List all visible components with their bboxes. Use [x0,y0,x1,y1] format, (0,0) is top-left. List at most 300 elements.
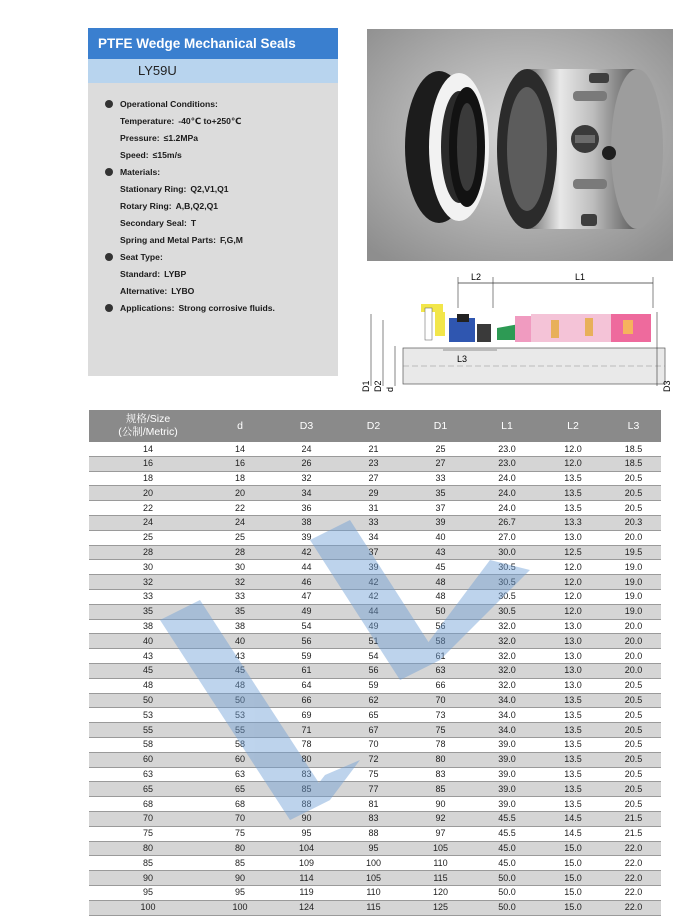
spec-value: -40℃ to+250℃ [178,116,242,126]
table-cell: 19.0 [606,589,661,604]
table-cell: 61 [407,649,474,664]
spec-line [88,283,338,300]
spec-label: Pressure: [120,133,160,143]
table-cell: 53 [89,708,207,723]
table-cell: 70 [407,693,474,708]
table-cell: 23.0 [474,456,540,471]
table-cell: 88 [273,797,340,812]
info-panel [88,28,338,376]
table-cell: 39 [407,515,474,530]
table-cell: 50.0 [474,885,540,900]
table-cell: 69 [273,708,340,723]
d2-label: D2 [373,380,383,392]
spec-value: Q2,V1,Q1 [190,184,229,194]
table-cell: 40 [407,530,474,545]
table-row [89,634,661,649]
table-cell: 85 [273,782,340,797]
spec-value: A,B,Q2,Q1 [175,201,219,211]
table-row [89,782,661,797]
l3-label: L3 [457,354,468,364]
table-cell: 49 [273,604,340,619]
table-cell: 34.0 [474,723,540,738]
table-row [89,723,661,738]
table-cell: 22.0 [606,841,661,856]
table-cell: 90 [89,871,207,886]
table-row [89,871,661,886]
table-cell: 13.5 [540,501,606,516]
table-cell: 85 [207,856,273,871]
table-cell: 40 [89,634,207,649]
table-cell: 30.5 [474,604,540,619]
table-cell: 120 [407,885,474,900]
table-row [89,797,661,812]
table-cell: 32 [207,575,273,590]
table-cell: 32 [273,471,340,486]
table-cell: 39.0 [474,752,540,767]
table-cell: 115 [407,871,474,886]
table-cell: 63 [407,663,474,678]
table-cell: 28 [207,545,273,560]
table-cell: 30.0 [474,545,540,560]
table-cell: 34.0 [474,693,540,708]
table-cell: 24.0 [474,501,540,516]
table-cell: 33 [340,515,407,530]
table-cell: 20.5 [606,693,661,708]
bullet-icon [105,304,113,312]
table-cell: 85 [89,856,207,871]
table-cell: 13.0 [540,530,606,545]
header-d2: D2 [340,410,407,442]
spec-value: Strong corrosive fluids. [178,303,275,313]
table-cell: 56 [273,634,340,649]
table-cell: 70 [207,811,273,826]
table-cell: 13.0 [540,649,606,664]
table-cell: 23 [340,456,407,471]
table-cell: 15.0 [540,841,606,856]
mechanical-seal-image [367,29,673,261]
table-cell: 63 [207,767,273,782]
table-cell: 38 [207,619,273,634]
table-cell: 97 [407,826,474,841]
table-cell: 78 [273,737,340,752]
table-cell: 45.5 [474,811,540,826]
header-d: d [207,410,273,442]
bullet-icon [105,100,113,108]
table-cell: 42 [340,575,407,590]
table-cell: 32.0 [474,634,540,649]
spec-label: Materials: [120,167,161,177]
table-row [89,515,661,530]
table-cell: 95 [207,885,273,900]
table-cell: 20 [89,486,207,501]
table-cell: 20.0 [606,619,661,634]
panel-title: PTFE Wedge Mechanical Seals [88,28,338,59]
table-row [89,900,661,915]
table-cell: 30.5 [474,575,540,590]
spec-value: F,G,M [219,235,243,245]
table-cell: 35 [89,604,207,619]
spec-line [88,198,338,215]
table-cell: 71 [273,723,340,738]
table-cell: 50 [207,693,273,708]
table-cell: 68 [89,797,207,812]
table-cell: 100 [340,856,407,871]
table-row [89,737,661,752]
table-cell: 30 [207,560,273,575]
table-cell: 90 [273,811,340,826]
d1-label: D1 [361,380,371,392]
table-cell: 54 [340,649,407,664]
table-cell: 26 [273,456,340,471]
table-cell: 13.5 [540,737,606,752]
table-cell: 12.0 [540,575,606,590]
table-row [89,885,661,900]
table-cell: 95 [89,885,207,900]
table-row [89,752,661,767]
table-cell: 105 [340,871,407,886]
table-cell: 51 [340,634,407,649]
header-size-line2: (公制/Metric) [118,426,178,438]
table-cell: 13.0 [540,634,606,649]
table-cell: 100 [89,900,207,915]
table-cell: 16 [89,456,207,471]
table-row [89,575,661,590]
table-cell: 13.5 [540,693,606,708]
table-cell: 83 [340,811,407,826]
spec-line [88,147,338,164]
table-cell: 15.0 [540,871,606,886]
table-cell: 88 [340,826,407,841]
table-cell: 13.5 [540,752,606,767]
bullet-icon [105,168,113,176]
table-cell: 58 [207,737,273,752]
spec-label: Spring and Metal Parts: [120,235,216,245]
model-number: LY59U [88,59,338,83]
table-cell: 119 [273,885,340,900]
table-cell: 53 [207,708,273,723]
spec-line [88,232,338,249]
table-cell: 59 [340,678,407,693]
spec-line [88,130,338,147]
table-cell: 20.5 [606,767,661,782]
table-cell: 20.5 [606,678,661,693]
table-cell: 20.0 [606,663,661,678]
table-cell: 110 [407,856,474,871]
table-cell: 50.0 [474,900,540,915]
table-cell: 20.0 [606,634,661,649]
spec-label: Alternative: [120,286,168,296]
table-cell: 33 [89,589,207,604]
table-cell: 34.0 [474,708,540,723]
table-cell: 45.0 [474,856,540,871]
table-cell: 12.0 [540,589,606,604]
table-cell: 13.5 [540,723,606,738]
table-cell: 14.5 [540,826,606,841]
table-cell: 95 [340,841,407,856]
table-cell: 25 [207,530,273,545]
table-cell: 47 [273,589,340,604]
spec-list [88,96,338,317]
table-row [89,560,661,575]
table-cell: 55 [89,723,207,738]
table-row [89,545,661,560]
table-cell: 70 [340,737,407,752]
table-cell: 22 [89,501,207,516]
table-cell: 21.5 [606,811,661,826]
table-cell: 25 [89,530,207,545]
table-cell: 20.3 [606,515,661,530]
table-cell: 12.0 [540,560,606,575]
table-cell: 65 [340,708,407,723]
table-cell: 105 [407,841,474,856]
table-cell: 32.0 [474,619,540,634]
table-cell: 80 [207,841,273,856]
table-cell: 20.5 [606,501,661,516]
table-cell: 80 [273,752,340,767]
table-row [89,501,661,516]
table-header-row [89,410,661,442]
product-photo [367,29,673,261]
table-cell: 22.0 [606,885,661,900]
table-row [89,589,661,604]
spec-line [88,113,338,130]
table-cell: 80 [89,841,207,856]
table-cell: 35 [407,486,474,501]
table-cell: 20.0 [606,530,661,545]
table-cell: 13.5 [540,471,606,486]
table-cell: 32.0 [474,649,540,664]
table-cell: 61 [273,663,340,678]
table-cell: 68 [207,797,273,812]
table-cell: 65 [89,782,207,797]
table-row [89,767,661,782]
table-cell: 75 [207,826,273,841]
table-cell: 67 [340,723,407,738]
table-row [89,841,661,856]
table-cell: 50 [89,693,207,708]
spec-line [88,300,338,317]
table-cell: 39 [340,560,407,575]
table-cell: 60 [207,752,273,767]
table-cell: 90 [407,797,474,812]
table-cell: 13.5 [540,708,606,723]
table-cell: 27 [340,471,407,486]
table-cell: 13.0 [540,619,606,634]
table-cell: 27.0 [474,530,540,545]
table-cell: 31 [340,501,407,516]
table-cell: 42 [340,589,407,604]
table-cell: 13.5 [540,782,606,797]
table-cell: 35 [207,604,273,619]
table-cell: 49 [340,619,407,634]
spec-label: Applications: [120,303,175,313]
table-cell: 20.5 [606,752,661,767]
table-cell: 15.0 [540,856,606,871]
table-cell: 22 [207,501,273,516]
table-cell: 50 [407,604,474,619]
table-cell: 45 [207,663,273,678]
table-cell: 39.0 [474,737,540,752]
table-cell: 12.0 [540,456,606,471]
bullet-icon [105,253,113,261]
table-cell: 39 [273,530,340,545]
table-cell: 32 [89,575,207,590]
table-cell: 109 [273,856,340,871]
spec-value: LYBP [164,269,187,279]
table-cell: 100 [207,900,273,915]
table-cell: 15.0 [540,900,606,915]
table-cell: 77 [340,782,407,797]
d3-label: D3 [662,380,672,392]
table-cell: 23.0 [474,442,540,456]
table-cell: 24 [89,515,207,530]
table-cell: 13.5 [540,797,606,812]
table-cell: 36 [273,501,340,516]
table-cell: 81 [340,797,407,812]
spec-label: Seat Type: [120,252,163,262]
spec-value: ≤15m/s [152,150,182,160]
table-cell: 66 [407,678,474,693]
spec-line [88,164,338,181]
table-cell: 27 [407,456,474,471]
table-cell: 20.5 [606,486,661,501]
table-cell: 104 [273,841,340,856]
l2-label: L2 [471,272,482,282]
table-cell: 18.5 [606,442,661,456]
header-l2: L2 [540,410,606,442]
spec-line [88,96,338,113]
table-cell: 110 [340,885,407,900]
table-cell: 37 [340,545,407,560]
table-cell: 124 [273,900,340,915]
table-cell: 43 [407,545,474,560]
table-cell: 95 [273,826,340,841]
table-cell: 39.0 [474,767,540,782]
table-row [89,856,661,871]
table-row [89,708,661,723]
table-cell: 40 [207,634,273,649]
table-cell: 30.5 [474,589,540,604]
table-cell: 33 [207,589,273,604]
table-cell: 45.0 [474,841,540,856]
table-cell: 60 [89,752,207,767]
table-cell: 44 [340,604,407,619]
spec-label: Standard: [120,269,161,279]
table-cell: 66 [273,693,340,708]
table-cell: 19.0 [606,560,661,575]
table-cell: 64 [273,678,340,693]
table-cell: 55 [207,723,273,738]
table-cell: 20.5 [606,471,661,486]
table-cell: 14 [89,442,207,456]
table-cell: 38 [89,619,207,634]
table-cell: 14 [207,442,273,456]
table-cell: 20.5 [606,797,661,812]
header-l3: L3 [606,410,661,442]
cross-section-diagram [355,268,673,400]
table-cell: 18.5 [606,456,661,471]
spec-label: Temperature: [120,116,175,126]
table-row [89,619,661,634]
table-cell: 75 [407,723,474,738]
table-cell: 13.3 [540,515,606,530]
table-cell: 48 [89,678,207,693]
table-cell: 58 [407,634,474,649]
header-size-line1: 规格/Size [125,413,171,425]
table-cell: 24 [207,515,273,530]
table-cell: 20.5 [606,708,661,723]
l1-label: L1 [575,272,586,282]
table-cell: 56 [407,619,474,634]
table-cell: 58 [89,737,207,752]
table-cell: 62 [340,693,407,708]
table-cell: 25 [407,442,474,456]
table-cell: 15.0 [540,885,606,900]
table-cell: 125 [407,900,474,915]
table-cell: 16 [207,456,273,471]
table-cell: 83 [273,767,340,782]
spec-line [88,266,338,283]
table-row [89,693,661,708]
table-cell: 20.5 [606,723,661,738]
spec-label: Speed: [120,150,149,160]
table-cell: 63 [89,767,207,782]
table-cell: 45 [407,560,474,575]
table-cell: 30 [89,560,207,575]
table-cell: 24 [273,442,340,456]
table-cell: 20 [207,486,273,501]
table-cell: 13.5 [540,486,606,501]
table-cell: 24.0 [474,471,540,486]
table-row [89,486,661,501]
table-cell: 26.7 [474,515,540,530]
table-cell: 18 [207,471,273,486]
table-cell: 44 [273,560,340,575]
table-cell: 85 [407,782,474,797]
table-row [89,471,661,486]
table-cell: 48 [407,589,474,604]
table-cell: 92 [407,811,474,826]
table-cell: 80 [407,752,474,767]
table-cell: 45.5 [474,826,540,841]
d-label: d [385,386,395,392]
table-cell: 34 [273,486,340,501]
table-cell: 48 [407,575,474,590]
table-row [89,456,661,471]
table-cell: 13.0 [540,663,606,678]
table-cell: 50.0 [474,871,540,886]
spec-line [88,215,338,232]
header-l1: L1 [474,410,540,442]
table-row [89,811,661,826]
table-cell: 12.5 [540,545,606,560]
table-cell: 65 [207,782,273,797]
table-cell: 13.5 [540,767,606,782]
table-cell: 37 [407,501,474,516]
table-cell: 20.5 [606,782,661,797]
header-d3: D3 [273,410,340,442]
table-cell: 20.0 [606,649,661,664]
table-cell: 90 [207,871,273,886]
table-cell: 39.0 [474,782,540,797]
header-d1: D1 [407,410,474,442]
table-cell: 21 [340,442,407,456]
table-cell: 83 [407,767,474,782]
table-cell: 46 [273,575,340,590]
table-cell: 38 [273,515,340,530]
table-body [89,442,661,915]
table-row [89,663,661,678]
